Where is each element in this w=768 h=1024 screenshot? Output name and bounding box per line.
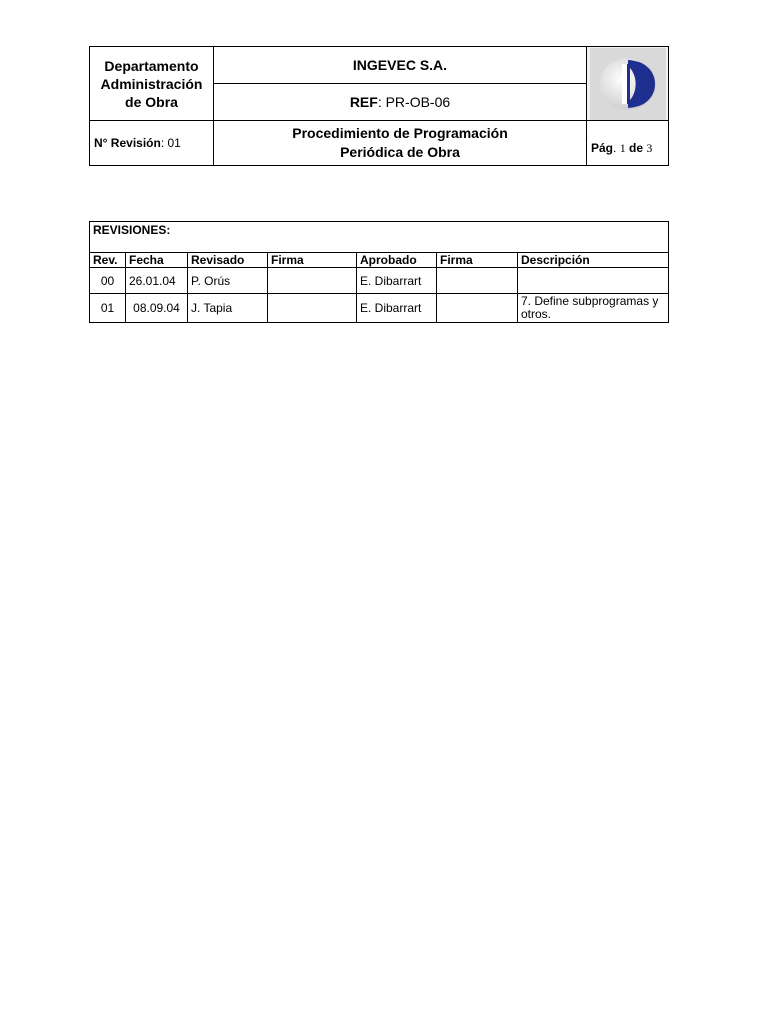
cell-rev: 00 (90, 268, 126, 294)
logo (590, 48, 666, 120)
revision-number-cell (90, 121, 214, 166)
cell-rev: 01 (90, 294, 126, 323)
department-line: Departamento (104, 57, 199, 74)
department-line: de Obra (125, 93, 178, 110)
cell-fecha: 26.01.04 (126, 268, 188, 294)
ref-value: : PR-OB-06 (377, 94, 451, 110)
cell-aprobado: E. Dibarrart (357, 294, 437, 323)
cell-firma (268, 294, 357, 323)
page-label: Pág (591, 140, 614, 155)
company-name: INGEVEC S.A. (214, 47, 587, 84)
procedure-title (214, 121, 587, 166)
column-header: Rev. (90, 253, 126, 268)
page-current: 1 (619, 140, 626, 155)
cell-firma (268, 268, 357, 294)
logo-cell (587, 47, 669, 121)
page-total: 3 (646, 140, 653, 155)
column-header: Revisado (188, 253, 268, 268)
revisions-title: REVISIONES: (90, 222, 669, 253)
revisions-table (89, 221, 669, 323)
document-header-table (89, 46, 669, 166)
table-row (90, 294, 669, 323)
table-row (90, 268, 669, 294)
revision-value: : 01 (160, 136, 181, 150)
ref-label: REF (349, 94, 378, 110)
column-header: Firma (437, 253, 518, 268)
procedure-title-line: Procedimiento de Programación (292, 125, 508, 141)
revisions-header-row (90, 253, 669, 268)
column-header: Aprobado (357, 253, 437, 268)
procedure-title-line: Periódica de Obra (340, 144, 460, 160)
department-cell (90, 47, 214, 121)
cell-firma (437, 294, 518, 323)
column-header: Firma (268, 253, 357, 268)
page-of-label: de (629, 140, 644, 155)
cell-revisado: J. Tapia (188, 294, 268, 323)
column-header: Descripción (518, 253, 669, 268)
company-logo-icon (598, 56, 658, 112)
page-separator: . (613, 140, 620, 155)
cell-fecha: 08.09.04 (126, 294, 188, 323)
cell-firma (437, 268, 518, 294)
cell-descripcion (518, 268, 669, 294)
cell-revisado: P. Orús (188, 268, 268, 294)
revision-label: N° Revisión (94, 136, 161, 150)
column-header: Fecha (126, 253, 188, 268)
cell-aprobado: E. Dibarrart (357, 268, 437, 294)
page-number-cell (587, 121, 669, 166)
department-line: Administración (100, 75, 203, 92)
reference-cell (214, 84, 587, 121)
cell-descripcion: 7. Define subprogramas y otros. (518, 294, 669, 323)
